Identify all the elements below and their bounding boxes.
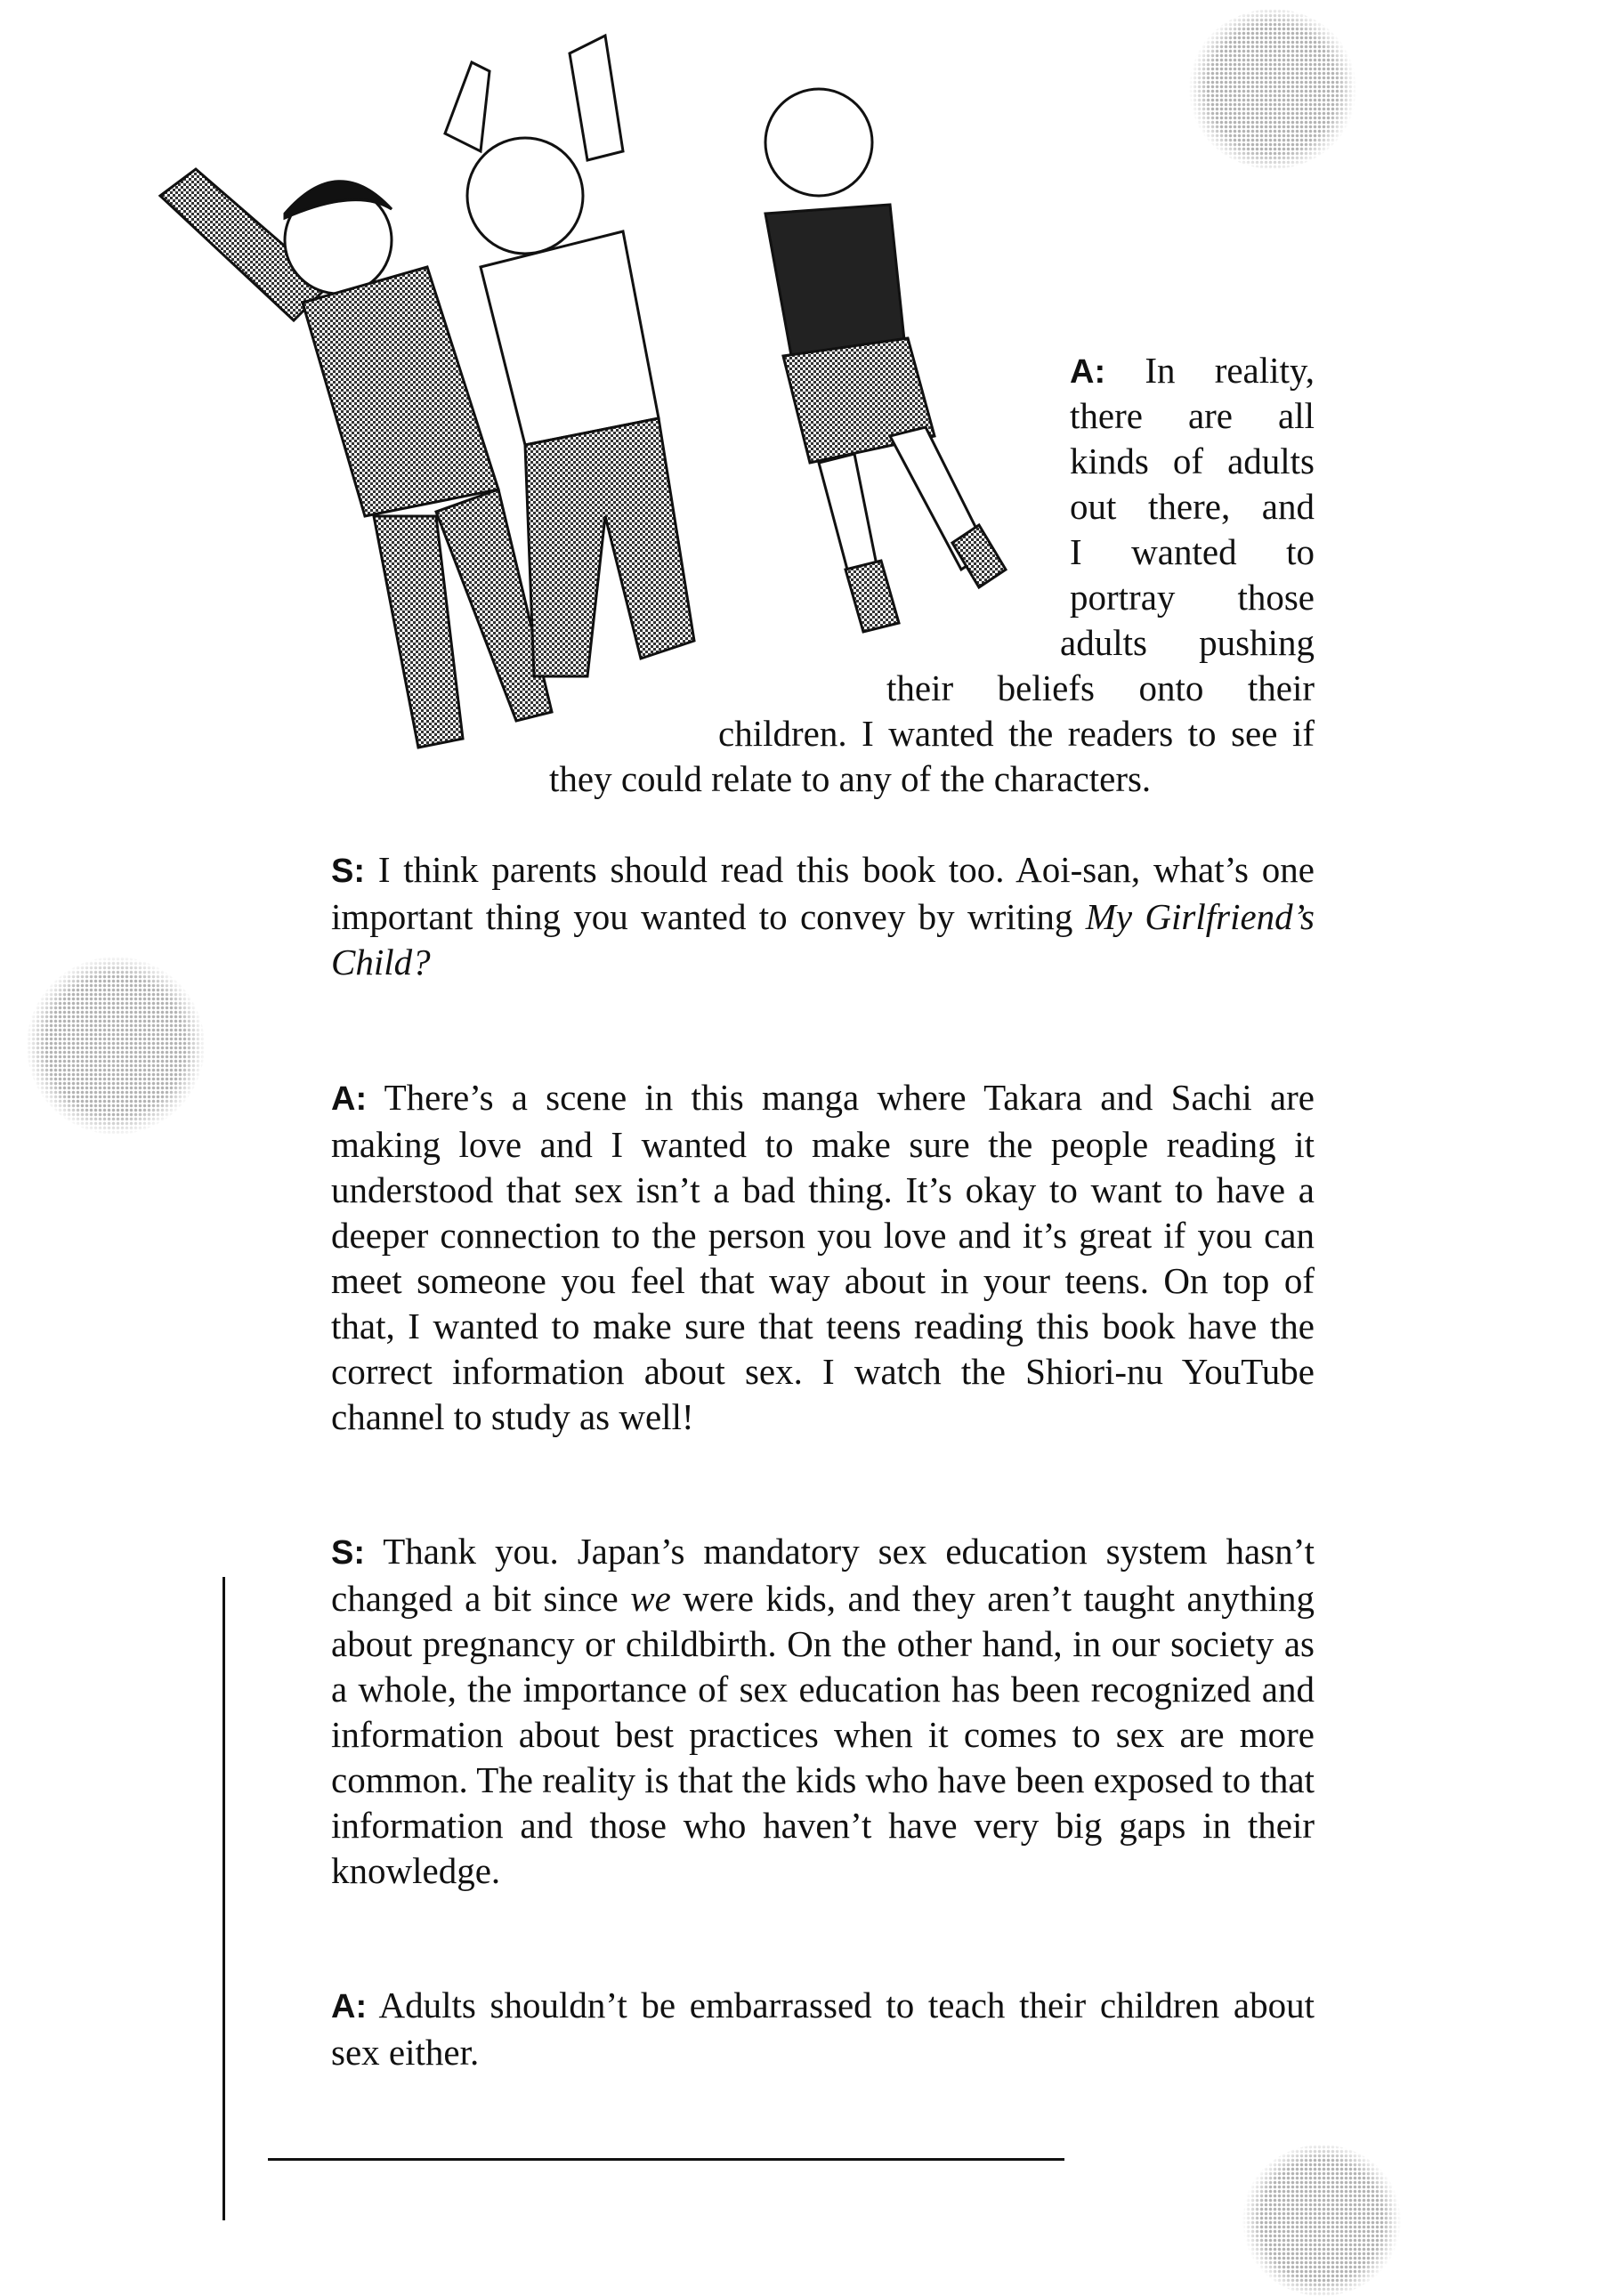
intro-line: their beliefs onto their (886, 667, 1315, 708)
intro-line: they could relate to any of the characters. (549, 758, 1152, 799)
dialogue-paragraph: A: There’s a scene in this manga where Takara and Sachi are making love and I wanted to make sure the people reading it understood that sex isn’t a bad thing. It’s okay to want to have a deeper connection to the person you love and it’s great if you can meet someone you feel that way about in your teens. On top of that, I wanted to make sure that teens reading this book have the correct information about sex. I watch the Shiori-nu YouTube channel to study as well! (331, 1077, 1315, 1437)
horizontal-rule (268, 2158, 1064, 2161)
intro-line: I wanted to (1070, 531, 1315, 572)
intro-line: out there, and (1070, 486, 1315, 527)
speaker-label: A: (1070, 353, 1106, 391)
dialogue-paragraph: S: I think parents should read this book too. Aoi-san, what’s one important thing you wanted to convey by writing My Girlfriend’s Child? (331, 849, 1315, 982)
halftone-blob-bottom-right (1242, 2145, 1402, 2296)
intro-line: adults pushing (1060, 622, 1315, 663)
intro-line: A: In reality, (1070, 350, 1315, 391)
halftone-blob-left (27, 957, 205, 1135)
vertical-rule (222, 1577, 225, 2220)
speaker-label: A: (331, 1080, 368, 1118)
intro-line: portray those (1070, 577, 1315, 618)
speaker-label: S: (331, 1534, 365, 1572)
intro-line: children. I wanted the readers to see if (718, 713, 1315, 754)
speaker-label: A: (331, 1988, 368, 2025)
intro-line: kinds of adults (1070, 441, 1315, 481)
intro-line: there are all (1070, 395, 1315, 436)
speaker-label: S: (331, 853, 365, 890)
dialogue-paragraph: A: Adults shouldn’t be embarrassed to teach their children about sex either. (331, 1985, 1315, 2073)
dialogue-paragraph: S: Thank you. Japan’s mandatory sex education system hasn’t changed a bit since we were kids, and they aren’t taught anything about pregnancy or childbirth. On the other hand, in our society as a whole, the importance of sex education has been recognized and information about best practices when it comes to sex are more common. The reality is that the kids who have been exposed to that information and those who haven’t have very big gaps in their knowledge. (331, 1531, 1315, 1891)
halftone-blob-top-right (1188, 9, 1357, 169)
